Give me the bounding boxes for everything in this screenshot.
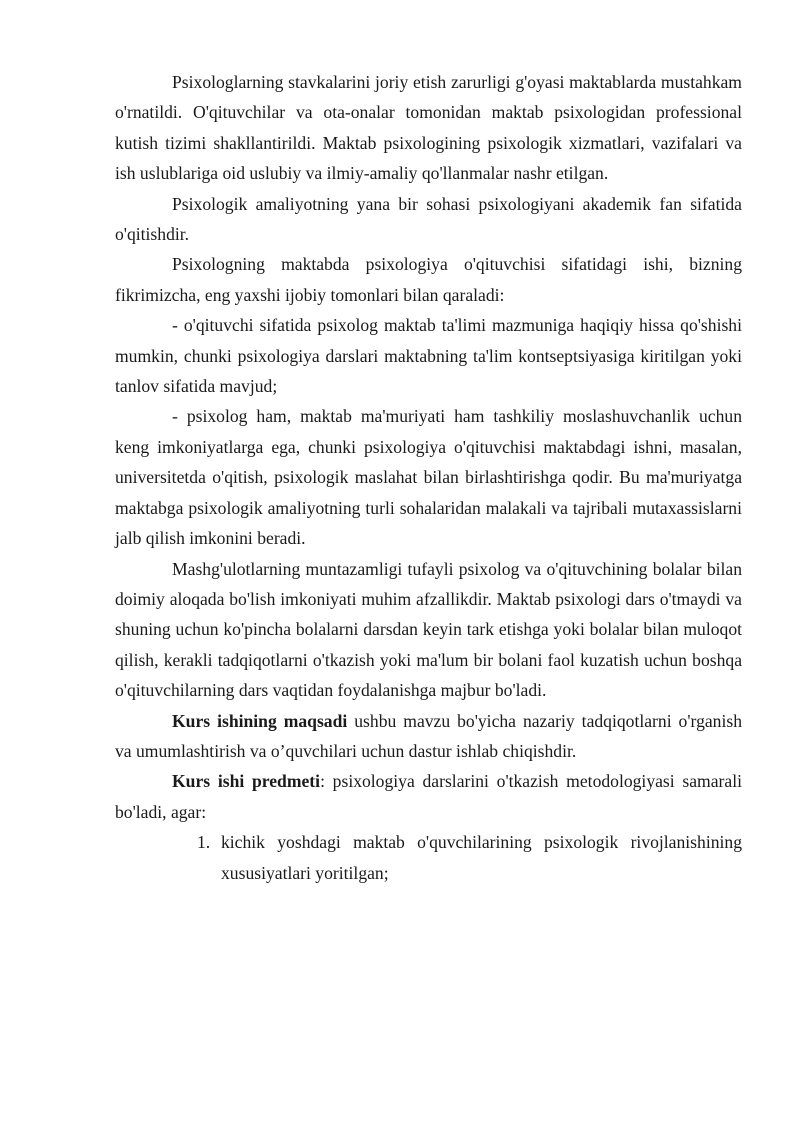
numbered-list bbox=[115, 827, 742, 888]
paragraph: Psixologlarning stavkalarini joriy etish zarurligi g'oyasi maktablarda mustahkam o'rnatildi. O'qituvchilar va ota-onalar tomonidan maktab psixologidan professional kutish tizimi shakllantirildi. Maktab psixologining psixologik xizmatlari, vazifalari va ish uslublariga oid uslubiy va ilmiy-amaliy qo'llanmalar nashr etilgan. bbox=[115, 72, 742, 184]
subject-text: : psixologiya darslarini o'tkazish metodologiyasi samarali bo'ladi, agar: bbox=[115, 771, 742, 822]
bullet-paragraph: - o'qituvchi sifatida psixolog maktab ta'limi mazmuniga haqiqiy hissa qo'shishi mumkin, chunki psixologiya darslari maktabning ta'lim kontseptsiyasiga kiritilgan yoki tanlov sifatida mavjud; bbox=[115, 315, 742, 397]
list-item bbox=[197, 827, 742, 888]
bullet-paragraph: - psixolog ham, maktab ma'muriyati ham tashkiliy moslashuvchanlik uchun keng imkoniyatlarga ega, chunki psixologiya o'qituvchisi maktabdagi ishni, masalan, universitetda o'qitish, psixologik maslahat bilan birlashtirishga qodir. Bu ma'muriyatga maktabga psixologik amaliyotning turli sohalaridan malakali va tajribali mutaxassislarni jalb qilish imkonini beradi. bbox=[115, 406, 742, 549]
paragraph: Mashg'ulotlarning muntazamligi tufayli psixolog va o'qituvchining bolalar bilan doimiy aloqada bo'lish imkoniyati muhim afzallikdir. Maktab psixologi dars o'tmaydi va shuning uchun ko'pincha bolalarni darsdan keyin tark etishga yoki bolalar bilan muloqot qilish, kerakli tadqiqotlarni o'tkazish yoki ma'lum bir bolani faol kuzatish uchun boshqa o'qituvchilarning dars vaqtidan foydalanishga majbur bo'ladi. bbox=[115, 558, 742, 701]
subject-label: Kurs ishi predmeti bbox=[172, 771, 321, 792]
subject-paragraph bbox=[115, 766, 742, 827]
paragraph: Psixologik amaliyotning yana bir sohasi psixologiyani akademik fan sifatida o'qitishdir. bbox=[115, 193, 742, 245]
document-page bbox=[115, 67, 742, 888]
goal-paragraph bbox=[115, 706, 742, 767]
list-item-number: 1. bbox=[197, 832, 211, 853]
goal-text: ushbu mavzu bo'yicha nazariy tadqiqotlarni o'rganish va umumlashtirish va o’quvchilari uchun dastur ishlab chiqishdir. bbox=[115, 710, 742, 761]
list-item-text: kichik yoshdagi maktab o'quvchilarining psixologik rivojlanishining xususiyatlari yoritilgan; bbox=[221, 832, 742, 883]
goal-label: Kurs ishining maqsadi bbox=[172, 710, 348, 731]
paragraph: Psixologning maktabda psixologiya o'qituvchisi sifatidagi ishi, bizning fikrimizcha, eng yaxshi ijobiy tomonlari bilan qaraladi: bbox=[115, 254, 742, 305]
